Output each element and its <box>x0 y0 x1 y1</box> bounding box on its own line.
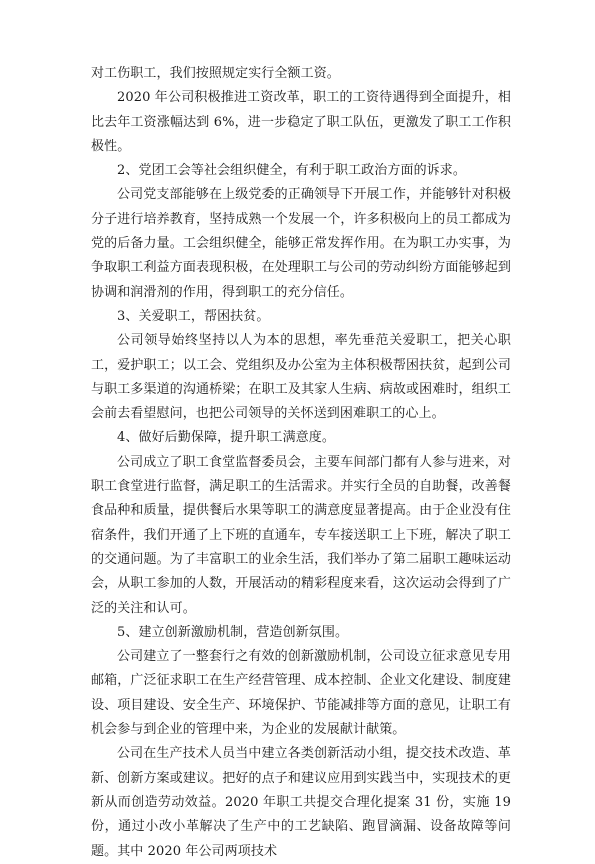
section-heading: 4、做好后勤保障，提升职工满意度。 <box>117 430 335 446</box>
document-body <box>91 62 511 864</box>
paragraph: 公司成立了职工食堂监督委员会，主要车间部门都有人参与进来，对职工食堂进行监督，满足职工的生活需求。并实行全员的自助餐，改善餐食品种和质量，提供餐后水果等职工的满意度显著提高。由于企业没有住宿条件，我们开通了上下班的直通车，专车接送职工上下班，解决了职工的交通问题。为了丰富职工的业余生活，我们举办了第二届职工趣味运动会，从职工参加的人数，开展活动的精彩程度来看，这次运动会得到了广泛的关注和认可。 <box>91 454 511 616</box>
paragraph: 公司领导始终坚持以人为本的思想，率先垂范关爱职工，把关心职工，爱护职工；以工会、党组织及办公室为主体积极帮困扶贫，起到公司与职工多渠道的沟通桥梁；在职工及其家人生病、病故或困难时，组织工会前去看望慰问，也把公司领导的关怀送到困难职工的心上。 <box>91 333 511 422</box>
paragraph: 对工伤职工，我们按照规定实行全额工资。 <box>91 66 340 81</box>
paragraph: 2020 年公司积极推进工资改革，职工的工资待遇得到全面提升，相比去年工资涨幅达到 6%，进一步稳定了职工队伍，更激发了职工工作积极性。 <box>91 90 511 154</box>
section-heading: 2、党团工会等社会组织健全，有利于职工政治方面的诉求。 <box>117 163 466 179</box>
section-heading: 3、关爱职工，帮困扶贫。 <box>117 308 270 324</box>
paragraph: 公司在生产技术人员当中建立各类创新活动小组，提交技术改造、革新、创新方案或建议。把好的点子和建议应用到实践当中，实现技术的更新从而创造劳动效益。2020 年职工共提交合理化提案 31 份，实施 19 份，通过小改小革解决了生产中的工艺缺陷、跑冒滴漏、设备故障等问题。其中 2020 年公司两项技术 <box>91 746 511 859</box>
paragraph: 公司建立了一整套行之有效的创新激励机制，公司设立征求意见专用邮箱，广泛征求职工在生产经营管理、成本控制、企业文化建设、制度建设、项目建设、安全生产、环境保护、节能减排等方面的意见，让职工有机会参与到企业的管理中来，为企业的发展献计献策。 <box>91 649 511 738</box>
section-heading: 5、建立创新激励机制，营造创新氛围。 <box>117 624 349 640</box>
paragraph: 公司党支部能够在上级党委的正确领导下开展工作，并能够针对积极分子进行培养教育，坚持成熟一个发展一个，许多积极向上的员工都成为党的后备力量。工会组织健全，能够正常发挥作用。在为职工办实事，为争取职工利益方面表现积极，在处理职工与公司的劳动纠纷方面能够起到协调和润滑剂的作用，得到职工的充分信任。 <box>91 187 511 300</box>
